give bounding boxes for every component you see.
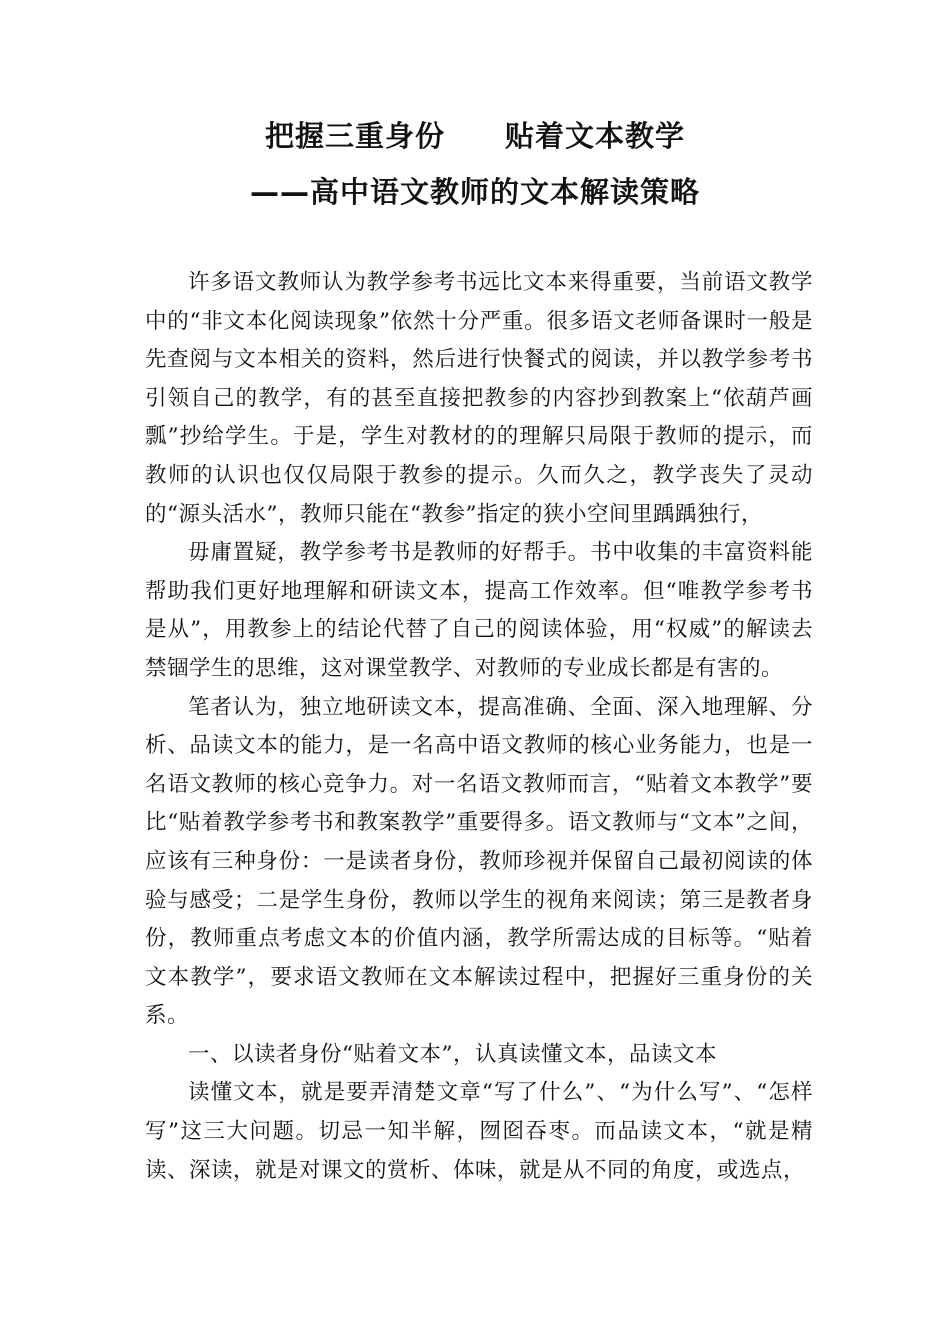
body-paragraph-1: 许多语文教师认为教学参考书远比文本来得重要，当前语文教学中的“非文本化阅读现象”依然十分严重。很多语文老师备课时一般是先查阅与文本相关的资料，然后进行快餐式的阅读，并以教学参考书引领自己的教学，有的甚至直接把教参的内容抄到教案上“依葫芦画瓢”抄给学生。于是，学生对教材的的理解只局限于教师的提示，而教师的认识也仅仅局限于教参的提示。久而久之，教学丧失了灵动的“源头活水”，教师只能在“教参”指定的狭小空间里踽踽独行， (145, 270, 813, 527)
document-body (145, 264, 813, 1190)
title-block (0, 108, 950, 220)
body-paragraph-2: 毋庸置疑，教学参考书是教师的好帮手。书中收集的丰富资料能帮助我们更好地理解和研读文本，提高工作效率。但“唯教学参考书是从”，用教参上的结论代替了自己的阅读体验，用“权威”的解读去禁锢学生的思维，这对课堂教学、对教师的专业成长都是有害的。 (145, 540, 813, 681)
body-paragraph-4: 读懂文本，就是要弄清楚文章“写了什么”、“为什么写”、“怎样写”这三大问题。切忌一知半解，囫囵吞枣。而品读文本，“就是精读、深读，就是对课文的赏析、体味，就是从不同的角度，或选点， (145, 1080, 813, 1183)
section-heading-1: 一、以读者身份“贴着文本”，认真读懂文本，品读文本 (188, 1041, 717, 1067)
document-title: 把握三重身份 贴着文本教学 (264, 119, 685, 153)
document-subtitle: ——高中语文教师的文本解读策略 (249, 175, 700, 209)
body-paragraph-3: 笔者认为，独立地研读文本，提高准确、全面、深入地理解、分析、品读文本的能力，是一名高中语文教师的核心业务能力，也是一名语文教师的核心竞争力。对一名语文教师而言，“贴着文本教学”要比“贴着教学参考书和教案教学”重要得多。语文教师与“文本”之间，应该有三种身份：一是读者身份，教师珍视并保留自己最初阅读的体验与感受；二是学生身份，教师以学生的视角来阅读；第三是教者身份，教师重点考虑文本的价值内涵，教学所需达成的目标等。“贴着文本教学”，要求语文教师在文本解读过程中，把握好三重身份的关系。 (145, 694, 813, 1029)
